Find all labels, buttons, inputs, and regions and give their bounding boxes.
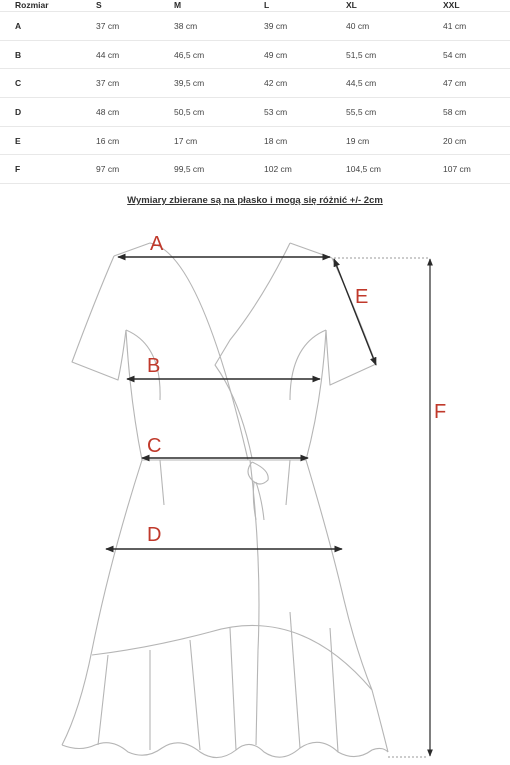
cell: 53 cm	[264, 98, 346, 127]
cell: 51,5 cm	[346, 40, 443, 69]
cell: 50,5 cm	[174, 98, 264, 127]
header-s: S	[96, 0, 174, 12]
arrow-e	[334, 259, 376, 365]
header-m: M	[174, 0, 264, 12]
cell: 38 cm	[174, 12, 264, 41]
table-row	[0, 40, 510, 69]
cell: 55,5 cm	[346, 98, 443, 127]
cell: 104,5 cm	[346, 155, 443, 184]
cell: 19 cm	[346, 126, 443, 155]
cell: 107 cm	[443, 155, 510, 184]
size-table	[0, 0, 510, 184]
cell: 44,5 cm	[346, 69, 443, 98]
cell: 18 cm	[264, 126, 346, 155]
measurement-arrows	[106, 257, 376, 549]
row-label: A	[0, 12, 96, 41]
header-l: L	[264, 0, 346, 12]
cell: 16 cm	[96, 126, 174, 155]
cell: 37 cm	[96, 69, 174, 98]
cell: 46,5 cm	[174, 40, 264, 69]
row-label: E	[0, 126, 96, 155]
table-row	[0, 69, 510, 98]
label-b: B	[147, 355, 161, 377]
label-d: D	[147, 524, 162, 546]
row-label: C	[0, 69, 96, 98]
cell: 44 cm	[96, 40, 174, 69]
dress-diagram	[0, 220, 510, 765]
label-e: E	[355, 286, 369, 308]
label-a: A	[150, 233, 164, 255]
cell: 49 cm	[264, 40, 346, 69]
cell: 39 cm	[264, 12, 346, 41]
table-header-row	[0, 0, 510, 12]
cell: 99,5 cm	[174, 155, 264, 184]
cell: 58 cm	[443, 98, 510, 127]
label-c: C	[147, 435, 162, 457]
cell: 41 cm	[443, 12, 510, 41]
cell: 102 cm	[264, 155, 346, 184]
length-guide	[334, 258, 430, 757]
table-row	[0, 98, 510, 127]
header-xxl: XXL	[443, 0, 510, 12]
row-label: F	[0, 155, 96, 184]
cell: 40 cm	[346, 12, 443, 41]
cell: 17 cm	[174, 126, 264, 155]
table-row	[0, 12, 510, 41]
cell: 97 cm	[96, 155, 174, 184]
header-size: Rozmiar	[0, 0, 96, 12]
cell: 20 cm	[443, 126, 510, 155]
cell: 39,5 cm	[174, 69, 264, 98]
dress-outline	[62, 243, 388, 758]
cell: 37 cm	[96, 12, 174, 41]
measurement-note: Wymiary zbierane są na płasko i mogą się różnić +/- 2cm	[127, 195, 383, 206]
cell: 47 cm	[443, 69, 510, 98]
header-xl: XL	[346, 0, 443, 12]
table-row	[0, 126, 510, 155]
cell: 48 cm	[96, 98, 174, 127]
label-f: F	[434, 401, 447, 423]
row-label: B	[0, 40, 96, 69]
cell: 54 cm	[443, 40, 510, 69]
row-label: D	[0, 98, 96, 127]
cell: 42 cm	[264, 69, 346, 98]
table-row	[0, 155, 510, 184]
